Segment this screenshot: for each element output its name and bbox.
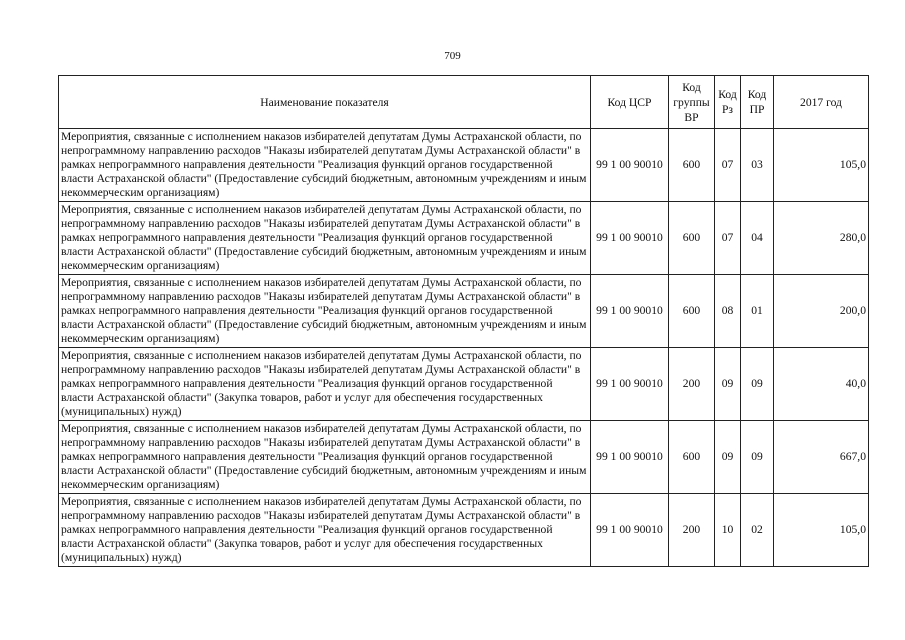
row-amount: 40,0 xyxy=(774,348,869,421)
row-rz: 07 xyxy=(715,202,741,275)
row-csr: 99 1 00 90010 xyxy=(591,494,669,567)
row-vr: 600 xyxy=(669,421,715,494)
row-amount: 667,0 xyxy=(774,421,869,494)
table-row xyxy=(59,348,869,421)
row-pr: 03 xyxy=(741,129,774,202)
row-name: Мероприятия, связанные с исполнением наказов избирателей депутатам Думы Астраханской области, по непрограммному направлению расходов "Наказы избирателей депутатам Думы Астраханской области" в рамках непрограммного направления деятельности "Реализация функций органов государственной власти Астраханской области" (Предоставление субсидий бюджетным, автономным учреждениям и иным некоммерческим организациям) xyxy=(59,129,591,202)
row-name: Мероприятия, связанные с исполнением наказов избирателей депутатам Думы Астраханской области, по непрограммному направлению расходов "Наказы избирателей депутатам Думы Астраханской области" в рамках непрограммного направления деятельности "Реализация функций органов государственной власти Астраханской области" (Предоставление субсидий бюджетным, автономным учреждениям и иным некоммерческим организациям) xyxy=(59,275,591,348)
header-name: Наименование показателя xyxy=(59,76,591,129)
header-csr: Код ЦСР xyxy=(591,76,669,129)
table-row xyxy=(59,202,869,275)
row-pr: 04 xyxy=(741,202,774,275)
row-rz: 08 xyxy=(715,275,741,348)
row-name: Мероприятия, связанные с исполнением наказов избирателей депутатам Думы Астраханской области, по непрограммному направлению расходов "Наказы избирателей депутатам Думы Астраханской области" в рамках непрограммного направления деятельности "Реализация функций органов государственной власти Астраханской области" (Закупка товаров, работ и услуг для обеспечения государственных (муниципальных) нужд) xyxy=(59,348,591,421)
header-rz: Код Рз xyxy=(715,76,741,129)
row-rz: 10 xyxy=(715,494,741,567)
table-row xyxy=(59,275,869,348)
row-amount: 200,0 xyxy=(774,275,869,348)
header-pr: Код ПР xyxy=(741,76,774,129)
row-vr: 200 xyxy=(669,494,715,567)
row-csr: 99 1 00 90010 xyxy=(591,202,669,275)
page-number: 709 xyxy=(444,50,461,62)
row-pr: 09 xyxy=(741,348,774,421)
row-rz: 07 xyxy=(715,129,741,202)
table-row xyxy=(59,421,869,494)
row-vr: 600 xyxy=(669,202,715,275)
row-csr: 99 1 00 90010 xyxy=(591,348,669,421)
row-name: Мероприятия, связанные с исполнением наказов избирателей депутатам Думы Астраханской области, по непрограммному направлению расходов "Наказы избирателей депутатам Думы Астраханской области" в рамках непрограммного направления деятельности "Реализация функций органов государственной власти Астраханской области" (Предоставление субсидий бюджетным, автономным учреждениям и иным некоммерческим организациям) xyxy=(59,421,591,494)
row-csr: 99 1 00 90010 xyxy=(591,129,669,202)
header-year: 2017 год xyxy=(774,76,869,129)
table-header-row xyxy=(59,76,869,129)
table-row xyxy=(59,494,869,567)
header-vr: Код группы ВР xyxy=(669,76,715,129)
table-row xyxy=(59,129,869,202)
row-pr: 09 xyxy=(741,421,774,494)
row-rz: 09 xyxy=(715,421,741,494)
row-amount: 105,0 xyxy=(774,129,869,202)
row-amount: 280,0 xyxy=(774,202,869,275)
row-vr: 600 xyxy=(669,129,715,202)
row-vr: 200 xyxy=(669,348,715,421)
row-name: Мероприятия, связанные с исполнением наказов избирателей депутатам Думы Астраханской области, по непрограммному направлению расходов "Наказы избирателей депутатам Думы Астраханской области" в рамках непрограммного направления деятельности "Реализация функций органов государственной власти Астраханской области" (Закупка товаров, работ и услуг для обеспечения государственных (муниципальных) нужд) xyxy=(59,494,591,567)
row-pr: 02 xyxy=(741,494,774,567)
row-csr: 99 1 00 90010 xyxy=(591,275,669,348)
row-rz: 09 xyxy=(715,348,741,421)
row-amount: 105,0 xyxy=(774,494,869,567)
row-name: Мероприятия, связанные с исполнением наказов избирателей депутатам Думы Астраханской области, по непрограммному направлению расходов "Наказы избирателей депутатам Думы Астраханской области" в рамках непрограммного направления деятельности "Реализация функций органов государственной власти Астраханской области" (Предоставление субсидий бюджетным, автономным учреждениям и иным некоммерческим организациям) xyxy=(59,202,591,275)
row-csr: 99 1 00 90010 xyxy=(591,421,669,494)
row-pr: 01 xyxy=(741,275,774,348)
budget-table xyxy=(58,75,869,567)
row-vr: 600 xyxy=(669,275,715,348)
